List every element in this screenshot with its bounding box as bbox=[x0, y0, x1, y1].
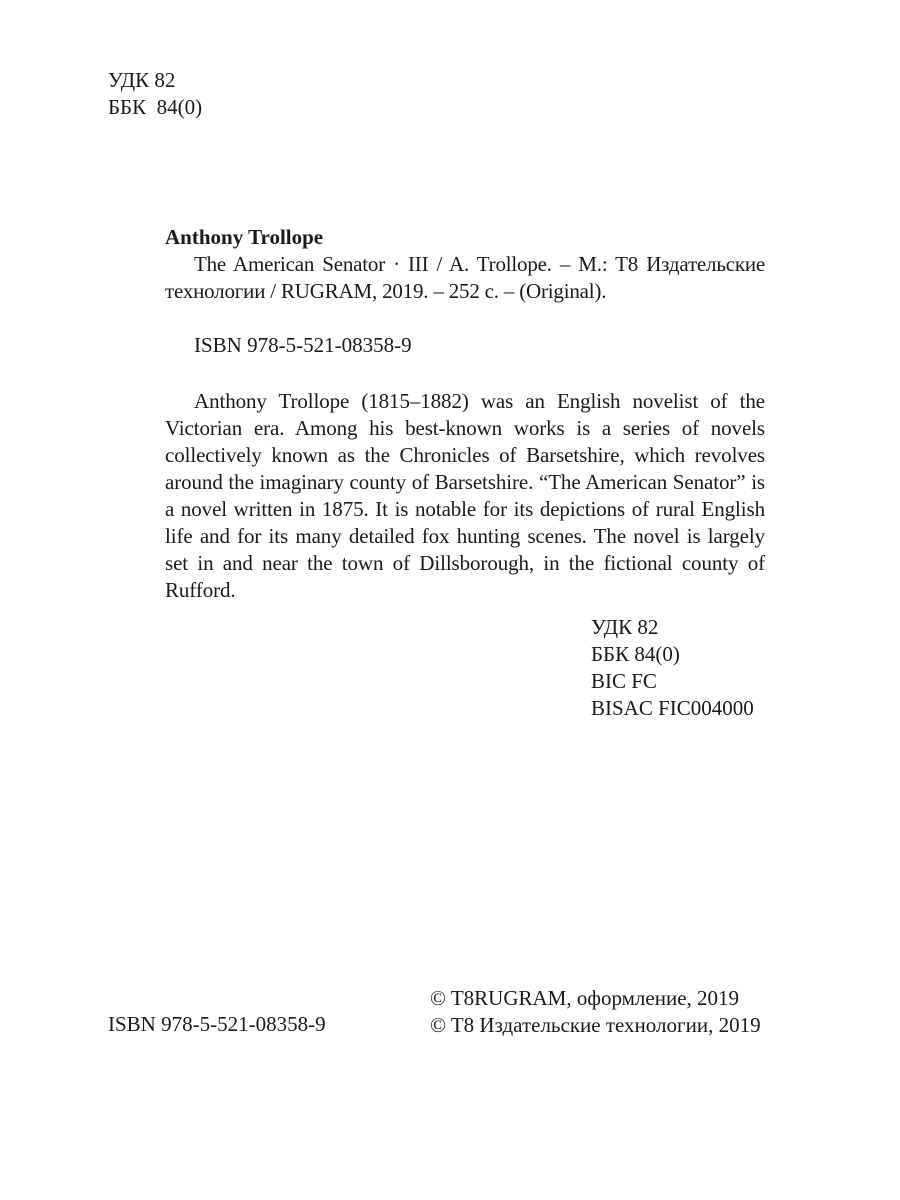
footer-isbn: ISBN 978-5-521-08358-9 bbox=[108, 1012, 326, 1036]
copyright-design: © T8RUGRAM, оформление, 2019 bbox=[430, 986, 740, 1010]
bbk-code-right: ББК 84(0) bbox=[591, 642, 680, 666]
bibliographic-citation: The American Senator · III / A. Trollope. – M.: T8 Издательские технологии / RUGRAM, 2019. – 252 с. – (Original). bbox=[165, 252, 765, 303]
udk-code-right: УДК 82 bbox=[591, 615, 659, 639]
author-name: Anthony Trollope bbox=[165, 225, 324, 249]
classification-codes-right bbox=[591, 614, 754, 722]
book-abstract: Anthony Trollope (1815–1882) was an English novelist of the Victorian era. Among his best-known works is a series of novels collectively known as the Chronicles of Barsetshire, which revolves around the imaginary county of Barsetshire. “The American Senator” is a novel written in 1875. It is notable for its depictions of rural English life and for its many detailed fox hunting scenes. The novel is largely set in and near the town of Dillsborough, in the fictional county of Rufford. bbox=[165, 389, 765, 602]
copyright-notices bbox=[430, 985, 761, 1039]
bic-code: BIC FC bbox=[591, 669, 657, 693]
copyright-publisher: © T8 Издательские технологии, 2019 bbox=[430, 1013, 761, 1037]
card-isbn: ISBN 978-5-521-08358-9 bbox=[194, 333, 412, 357]
catalog-card bbox=[165, 224, 765, 625]
udk-code: УДК 82 bbox=[108, 68, 176, 92]
bisac-code: BISAC FIC004000 bbox=[591, 696, 754, 720]
bbk-code: ББК 84(0) bbox=[108, 95, 203, 119]
classification-codes-top bbox=[108, 67, 202, 121]
